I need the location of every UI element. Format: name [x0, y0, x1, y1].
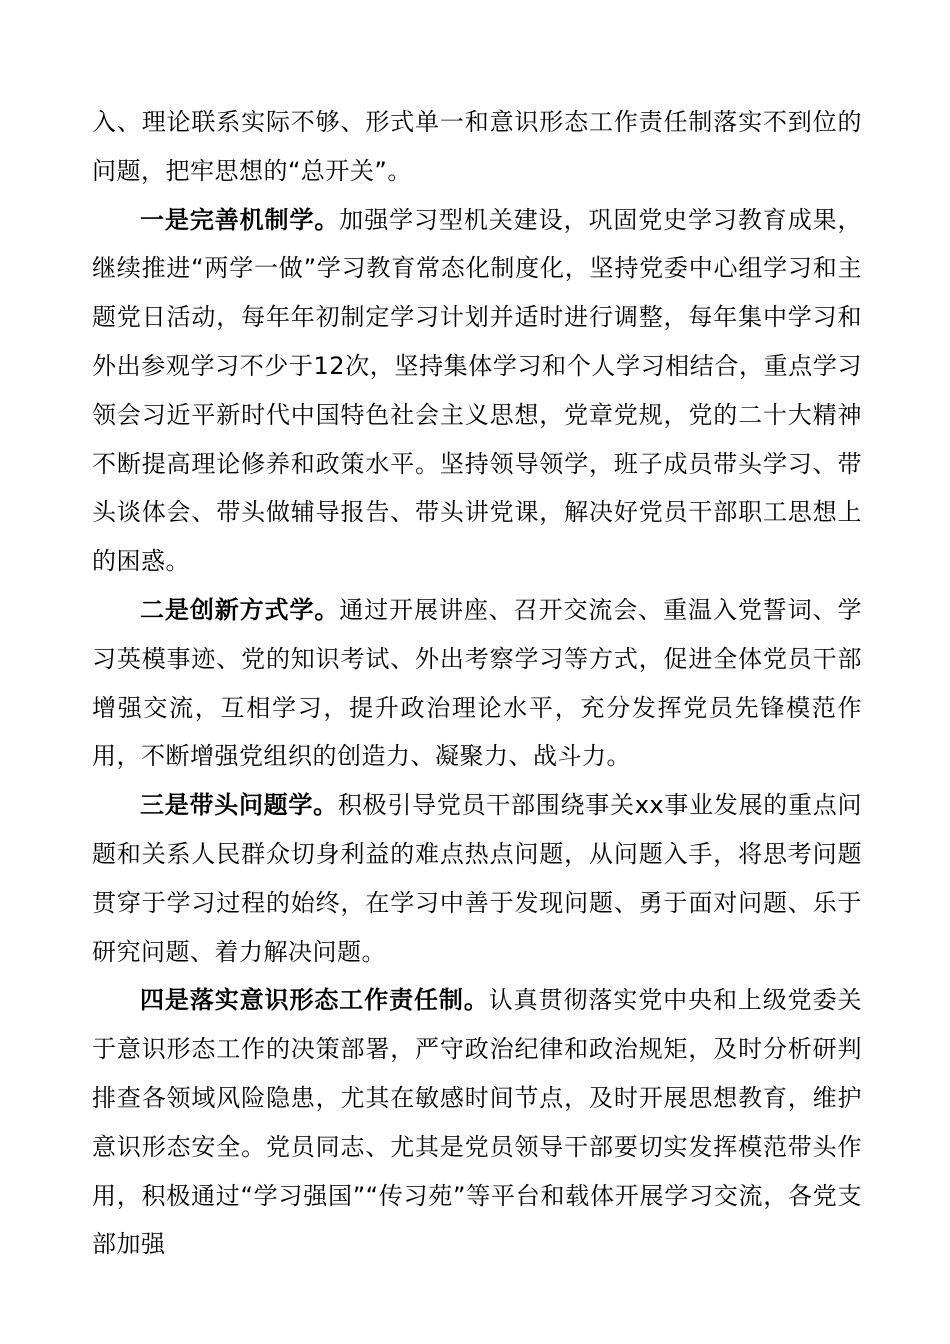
- paragraph-continuation: [92, 98, 862, 196]
- paragraph-heading: 一是完善机制学。: [140, 205, 340, 234]
- paragraph-ideology: [92, 976, 862, 1269]
- document-body: [92, 98, 862, 1269]
- paragraph-mechanism: [92, 196, 862, 586]
- paragraph-text: 加强学习型机关建设，巩固党史学习教育成果，继续推进“两学一做”学习教育常态化制度化，坚持党委中心组学习和主题党日活动，每年年初制定学习计划并适时进行调整，每年集中学习和外出参观学习不少于12次，坚持集体学习和个人学习相结合，重点学习领会习近平新时代中国特色社会主义思想，党章党规，党的二十大精神不断提高理论修养和政策水平。坚持领导领学，班子成员带头学习、带头谈体会、带头做辅导报告、带头讲党课，解决好党员干部职工思想上的困惑。: [92, 205, 863, 576]
- paragraph-text: 通过开展讲座、召开交流会、重温入党誓词、学习英模事迹、党的知识考试、外出考察学习等方式，促进全体党员干部增强交流，互相学习，提升政治理论水平，充分发挥党员先锋模范作用，不断增强党组织的创造力、凝聚力、战斗力。: [92, 595, 863, 771]
- paragraph-heading: 四是落实意识形态工作责任制。: [140, 986, 489, 1015]
- paragraph-innovation: [92, 586, 862, 781]
- paragraph-text: 认真贯彻落实党中央和上级党委关于意识形态工作的决策部署，严守政治纪律和政治规矩，及时分析研判排查各领域风险隐患，尤其在敏感时间节点，及时开展思想教育，维护意识形态安全。党员同志、尤其是党员领导干部要切实发挥模范带头作用，积极通过“学习强国”“传习苑”等平台和载体开展学习交流，各党支部加强: [92, 986, 862, 1259]
- paragraph-heading: 二是创新方式学。: [140, 595, 340, 624]
- paragraph-problem: [92, 781, 862, 976]
- paragraph-text: 入、理论联系实际不够、形式单一和意识形态工作责任制落实不到位的问题，把牢思想的“总开关”。: [92, 108, 862, 185]
- paragraph-heading: 三是带头问题学。: [140, 791, 338, 820]
- paragraph-text: 积极引导党员干部围绕事关xx事业发展的重点问题和关系人民群众切身利益的难点热点问题，从问题入手，将思考问题贯穿于学习过程的始终，在学习中善于发现问题、勇于面对问题、乐于研究问题、着力解决问题。: [92, 791, 863, 966]
